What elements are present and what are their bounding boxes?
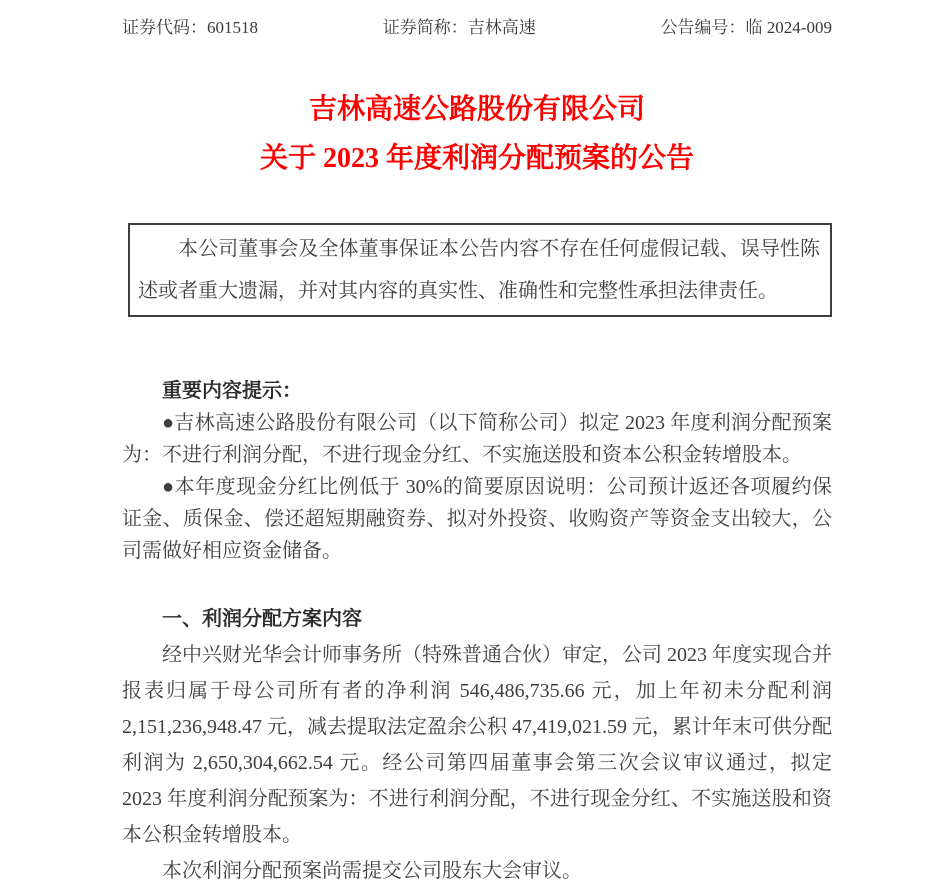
important-notice-heading: 重要内容提示： [162, 380, 302, 402]
disclaimer-text: 本公司董事会及全体董事保证本公告内容不存在任何虚假记载、误导性陈述或者重大遗漏，并对其内容的真实性、准确性和完整性承担法律责任。 [138, 238, 820, 302]
important-notice-section [122, 375, 832, 567]
notice-bullet-profit-plan: ●吉林高速公路股份有限公司（以下简称公司）拟定 2023 年度利润分配预案为：不进行利润分配，不进行现金分红、不实施送股和资本公积金转增股本。 [122, 412, 832, 466]
stock-code-label: 证券代码：601518 [122, 18, 258, 37]
section-paragraph-shareholder-review: 本次利润分配预案尚需提交公司股东大会审议。 [162, 860, 582, 882]
company-name-title-line: 吉林高速公路股份有限公司 [308, 94, 645, 125]
profit-distribution-section [122, 601, 832, 884]
board-disclaimer-box [128, 223, 832, 317]
section-paragraph-audit-figures: 经中兴财光华会计师事务所（特殊普通合伙）审定，公司 2023 年度实现合并报表归属于母公司所有者的净利润 546,486,735.66 元，加上年初未分配利润 2,151,236,948.47 元，减去提取法定盈余公积 47,419,021.59 元，累计年末可供分配利润为 2,650,304,662.54 元。经公司第四届董事会第三次会议审议通过，拟定 2023 年度利润分配预案为：不进行利润分配，不进行现金分红、不实施送股和资本公积金转增股本。 [122, 644, 832, 846]
document-title [122, 85, 832, 183]
notice-bullet-dividend-reason: ●本年度现金分红比例低于 30%的简要原因说明：公司预计返还各项履约保证金、质保金、偿还超短期融资券、拟对外投资、收购资产等资金支出较大，公司需做好相应资金储备。 [122, 476, 832, 562]
document-header [122, 17, 832, 39]
stock-short-name-label: 证券简称：吉林高速 [382, 18, 536, 37]
announcement-subject-title-line: 关于 2023 年度利润分配预案的公告 [259, 143, 694, 174]
announcement-number-label: 公告编号：临 2024-009 [660, 18, 832, 37]
section-one-heading: 一、利润分配方案内容 [162, 608, 362, 630]
